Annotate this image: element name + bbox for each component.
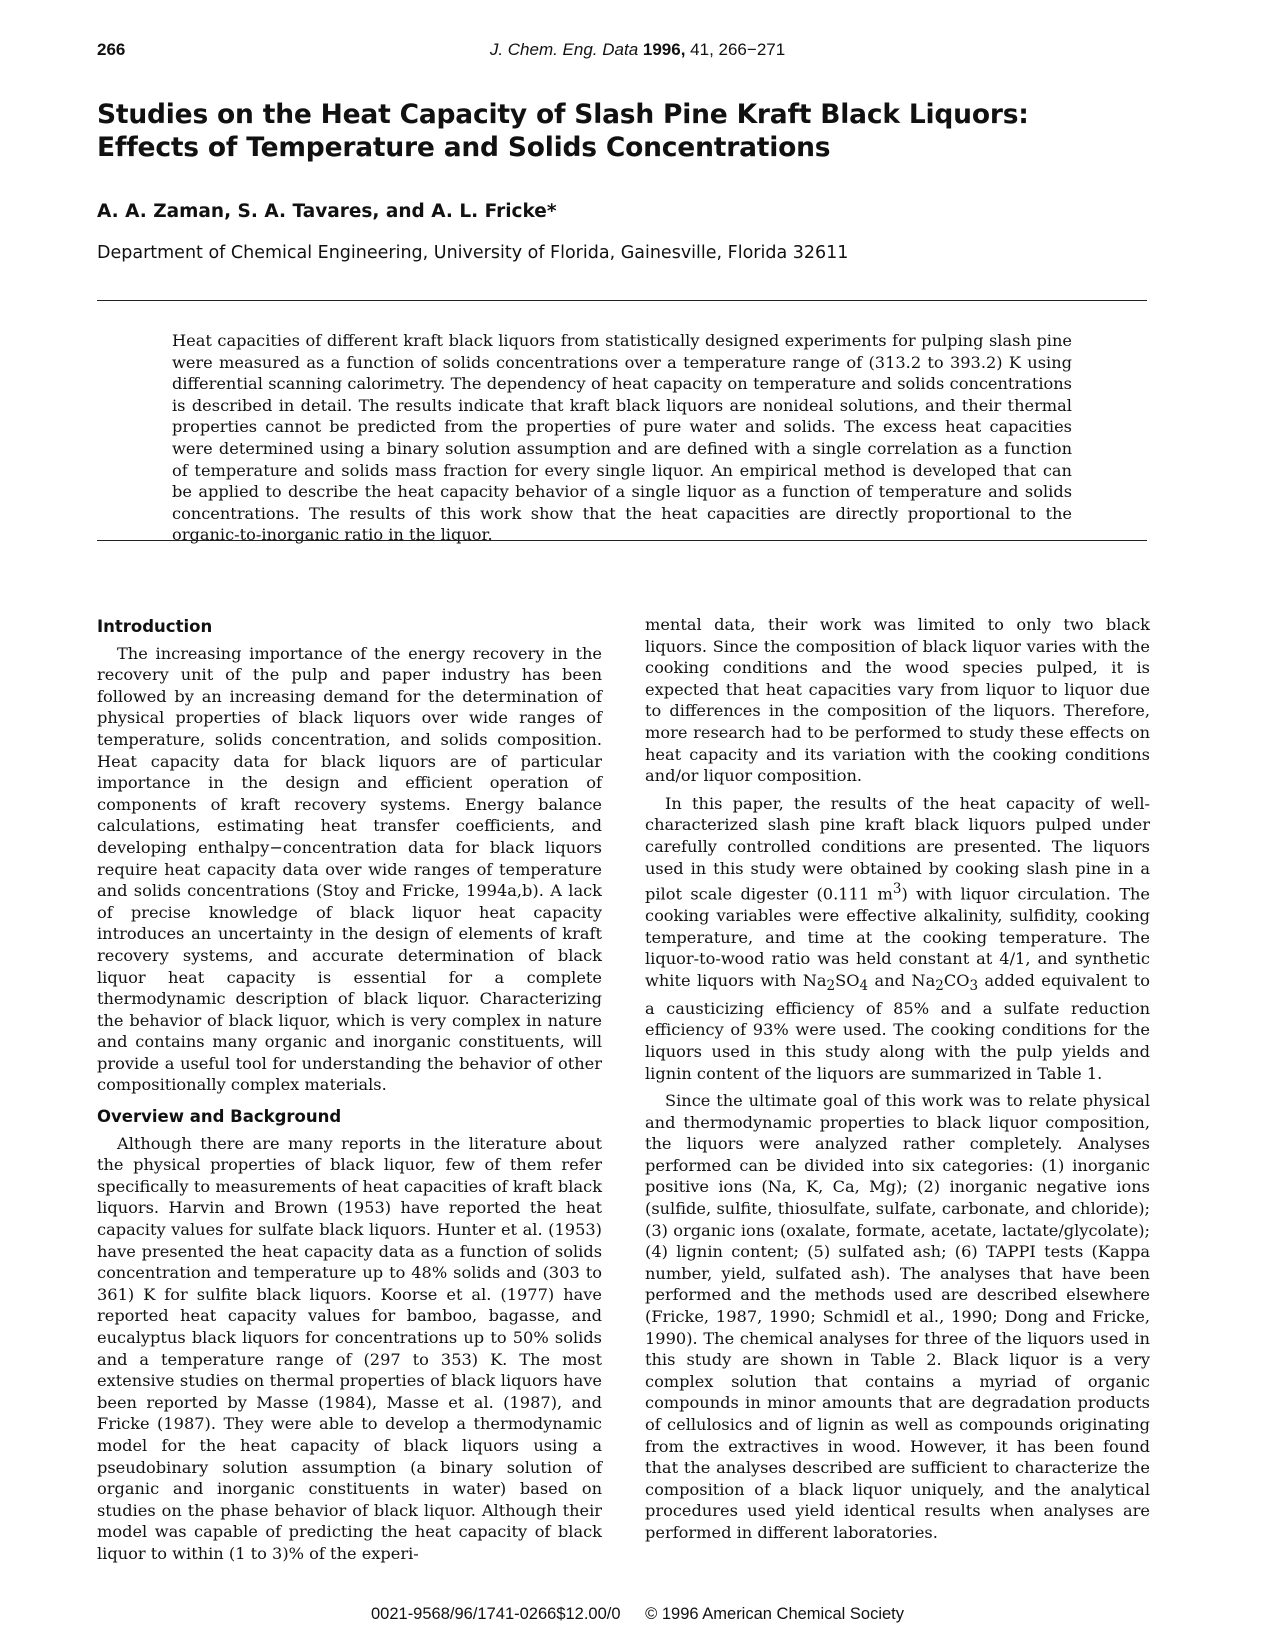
article-title: [97, 98, 1177, 164]
section-heading-introduction: Introduction: [97, 617, 213, 636]
abstract-bottom-rule: [97, 540, 1147, 541]
title-line-1: Studies on the Heat Capacity of Slash Pine Kraft Black Liquors:: [97, 99, 1029, 130]
overview-paragraph: Although there are many reports in the literature about the physical properties of black liquor, few of them refer specifically to measurements of heat capacities of kraft black liquors. Harvin and Brown (1953) have reported the heat capacity values for sulfate black liquors. Hunter et al. (1953) have presented the heat capacity data as a function of solids concentration and temperature up to 48% solids and (303 to 361) K for sulfite black liquors. Koorse et al. (1977) have reported heat capacity values for bamboo, bagasse, and eucalyptus black liquors for concentrations up to 50% solids and a temperature range of (297 to 353) K. The most extensive studies on thermal properties of black liquors have been reported by Masse (1984), Masse et al. (1987), and Fricke (1987). They were able to develop a thermodynamic model for the heat capacity of black liquors using a pseudobinary solution assumption (a binary solution of organic and inorganic constituents in water) based on studies on the phase behavior of black liquor. Although their model was capable of predicting the heat capacity of black liquor to within (1 to 3)% of the experi-: [97, 1133, 602, 1563]
journal-year: 1996,: [642, 40, 686, 59]
journal-volume-pages: 41, 266−271: [690, 40, 786, 59]
methods-paragraph: In this paper, the results of the heat capacity of well-characterized slash pine kraft black liquors pulped under carefully controlled conditions are presented. The liquors used in this study were obtained by cooking slash pine in a pilot scale digester (0.111 $m^3$) with liquor circulation. The cooking variables were effective alkalinity, sulfidity, cooking temperature, and time at the cooking temperature. The liquor-to-wood ratio was held constant at 4/1, and synthetic white liquors with $Na_2SO_4$ and $Na_2CO_3$ added equivalent to a causticizing efficiency of 85% and a sulfate reduction efficiency of 93% were used. The cooking conditions for the liquors used in this study along with the pulp yields and lignin content of the liquors are summarized in Table 1.: [645, 793, 1151, 1083]
abstract-top-rule: [97, 300, 1147, 301]
continued-paragraph: mental data, their work was limited to only two black liquors. Since the composition of black liquor varies with the cooking conditions and the wood species pulped, it is expected that heat capacities vary from liquor to liquor due to differences in the composition of the liquors. Therefore, more research had to be performed to study these effects on heat capacity and its variation with the cooking conditions and/or liquor composition.: [645, 615, 1150, 786]
intro-paragraph: The increasing importance of the energy recovery in the recovery unit of the pulp and paper industry has been followed by an increasing demand for the determination of physical properties of black liquors over wide ranges of temperature, solids concentration, and solids composition. Heat capacity data for black liquors are of particular importance in the design and efficient operation of components of kraft recovery systems. Energy balance calculations, estimating heat transfer coefficients, and developing enthalpy−concentration data for black liquors require heat capacity data over wide ranges of temperature and solids concentrations (Stoy and Fricke, 1994a,b). A lack of precise knowledge of black liquor heat capacity introduces an uncertainty in the design of elements of kraft recovery systems, and accurate determination of black liquor heat capacity is essential for a complete thermodynamic description of black liquor. Characterizing the behavior of black liquor, which is very complex in nature and contains many organic and inorganic constituents, will provide a useful tool for understanding the behavior of other compositionally complex materials.: [97, 643, 602, 1095]
footer-copyright: © 1996 American Chemical Society: [645, 1605, 905, 1623]
journal-name: J. Chem. Eng. Data: [489, 40, 639, 59]
analysis-paragraph: Since the ultimate goal of this work was to relate physical and thermodynamic properties to black liquor composition, the liquors were analyzed rather completely. Analyses performed can be divided into six categories: (1) inorganic positive ions (Na, K, Ca, Mg); (2) inorganic negative ions (sulfide, sulfite, thiosulfate, sulfate, carbonate, and chloride); (3) organic ions (oxalate, formate, acetate, lactate/glycolate); (4) lignin content; (5) sulfated ash; (6) TAPPI tests (Kappa number, yield, sulfated ash). The analyses that have been performed and the methods used are described elsewhere (Fricke, 1987, 1990; Schmidl et al., 1990; Dong and Fricke, 1990). The chemical analyses for three of the liquors used in this study are shown in Table 2. Black liquor is a very complex solution that contains a myriad of organic compounds in minor amounts that are degradation products of cellulosics and of lignin as well as compounds originating from the extractives in wood. However, it has been found that the analyses described are sufficient to characterize the composition of a black liquor uniquely, and the analytical procedures used yield identical results when analyses are performed in different laboratories.: [645, 1091, 1150, 1542]
footer: [0, 1605, 1275, 1624]
left-column: [97, 614, 602, 1571]
title-line-2: Effects of Temperature and Solids Concentrations: [97, 132, 831, 163]
page-number: 266: [97, 40, 126, 59]
affiliation: Department of Chemical Engineering, University of Florida, Gainesville, Florida 32611: [97, 243, 849, 263]
abstract: Heat capacities of different kraft black liquors from statistically designed experiments for pulping slash pine were measured as a function of solids concentrations over a temperature range of (313.2 to 393.2) K using differential scanning calorimetry. The dependency of heat capacity on temperature and solids concentrations is described in detail. The results indicate that kraft black liquors are nonideal solutions, and their thermal properties cannot be predicted from the properties of pure water and solids. The excess heat capacities were determined using a binary solution assumption and are defined with a single correlation as a function of temperature and solids mass fraction for every single liquor. An empirical method is developed that can be applied to describe the heat capacity behavior of a single liquor as a function of temperature and solids concentrations. The results of this work show that the heat capacities are directly proportional to the organic-to-inorganic ratio in the liquor.: [172, 331, 1072, 545]
footer-code: 0021-9568/96/1741-0266$12.00/0: [370, 1605, 621, 1623]
authors: A. A. Zaman, S. A. Tavares, and A. L. Fricke*: [97, 201, 557, 222]
journal-citation: [0, 40, 1275, 60]
right-column: [645, 614, 1150, 1550]
section-heading-overview: Overview and Background: [97, 1107, 342, 1127]
